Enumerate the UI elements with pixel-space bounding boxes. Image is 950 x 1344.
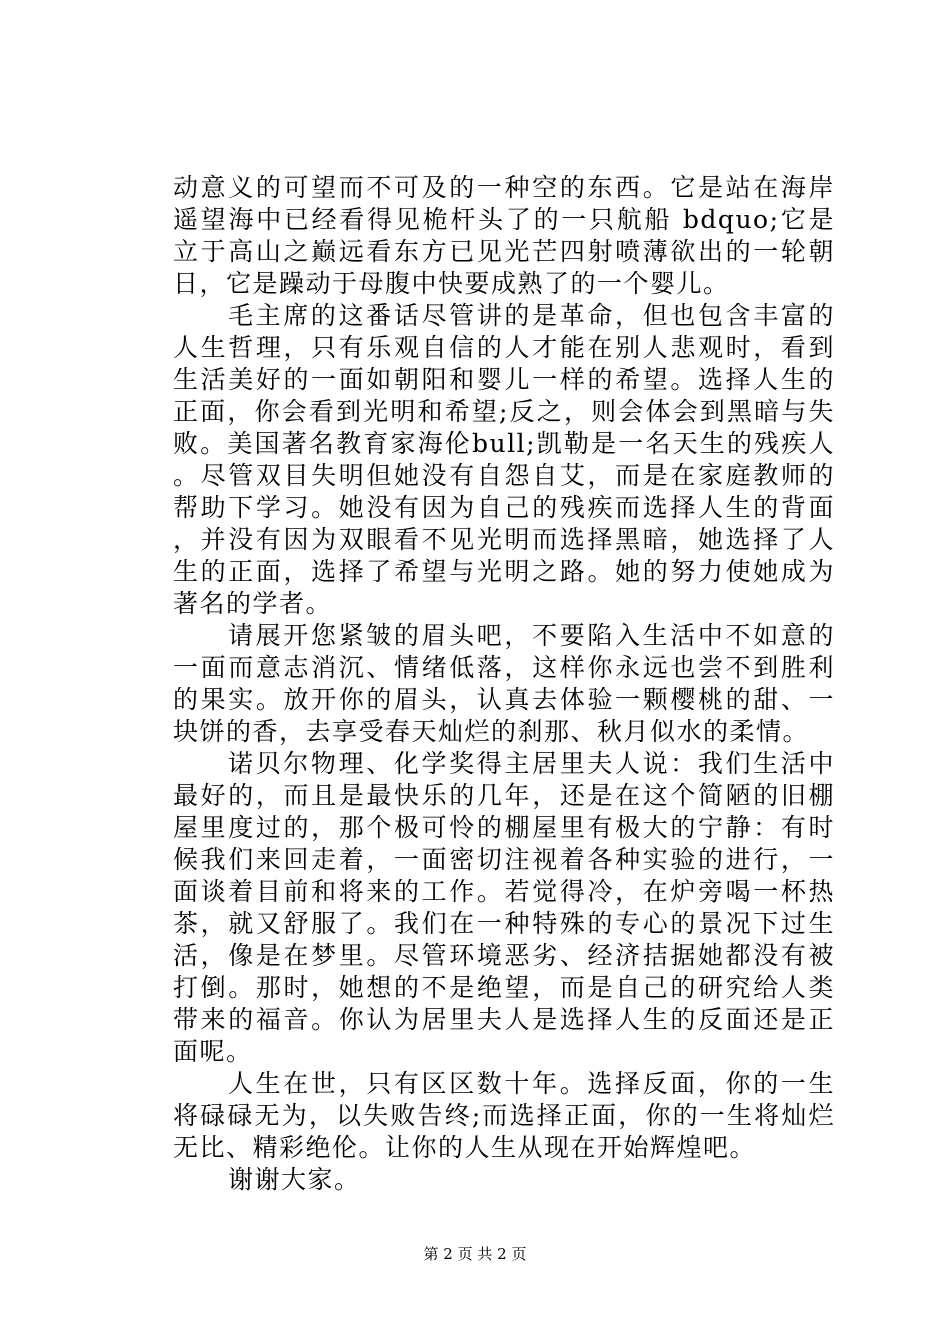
paragraph-curie: 诺贝尔物理、化学奖得主居里夫人说：我们生活中最好的，而且是最快乐的几年，还是在这个简陋的旧棚屋里度过的，那个极可怜的棚屋里有极大的宁静：有时候我们来回走着，一面密切注视着各种实验的进行，一面谈着目前和将来的工作。若觉得冷，在炉旁喝一杯热茶，就又舒服了。我们在一种特殊的专心的景况下过生活，像是在梦里。尽管环境恶劣、经济拮据她都没有被打倒。那时，她想的不是绝望，而是自己的研究给人类带来的福音。你认为居里夫人是选择人生的反面还是正面呢。: [173, 749, 835, 1066]
paragraph-encouragement: 请展开您紧皱的眉头吧，不要陷入生活中不如意的一面而意志消沉、情绪低落，这样你永远也尝不到胜利的果实。放开你的眉头，认真去体验一颗樱桃的甜、一块饼的香，去享受春天灿烂的刹那、秋月似水的柔情。: [173, 621, 835, 746]
paragraph-continuation: 动意义的可望而不可及的一种空的东西。它是站在海岸遥望海中已经看得见桅杆头了的一只航船 bdquo;它是立于高山之巅远看东方已见光芒四射喷薄欲出的一轮朝日，它是躁动于母腹中快要成熟了的一个婴儿。: [173, 173, 835, 298]
paragraph-thanks: 谢谢大家。: [228, 1165, 361, 1194]
paragraph-mao-quote-commentary: 毛主席的这番话尽管讲的是革命，但也包含丰富的人生哲理，只有乐观自信的人才能在别人悲观时，看到生活美好的一面如朝阳和婴儿一样的希望。选择人生的正面，你会看到光明和希望;反之，则会体会到黑暗与失败。美国著名教育家海伦bull;凯勒是一名天生的残疾人。尽管双目失明但她没有自怨自艾，而是在家庭教师的帮助下学习。她没有因为自己的残疾而选择人生的背面，并没有因为双眼看不见光明而选择黑暗，她选择了人生的正面，选择了希望与光明之路。她的努力使她成为著名的学者。: [173, 301, 835, 618]
document-body: [173, 172, 835, 1196]
page-number-footer: 第 2 页 共 2 页: [423, 1245, 527, 1263]
paragraph-conclusion: 人生在世，只有区区数十年。选择反面，你的一生将碌碌无为，以失败告终;而选择正面，你的一生将灿烂无比、精彩绝伦。让你的人生从现在开始辉煌吧。: [173, 1069, 835, 1162]
